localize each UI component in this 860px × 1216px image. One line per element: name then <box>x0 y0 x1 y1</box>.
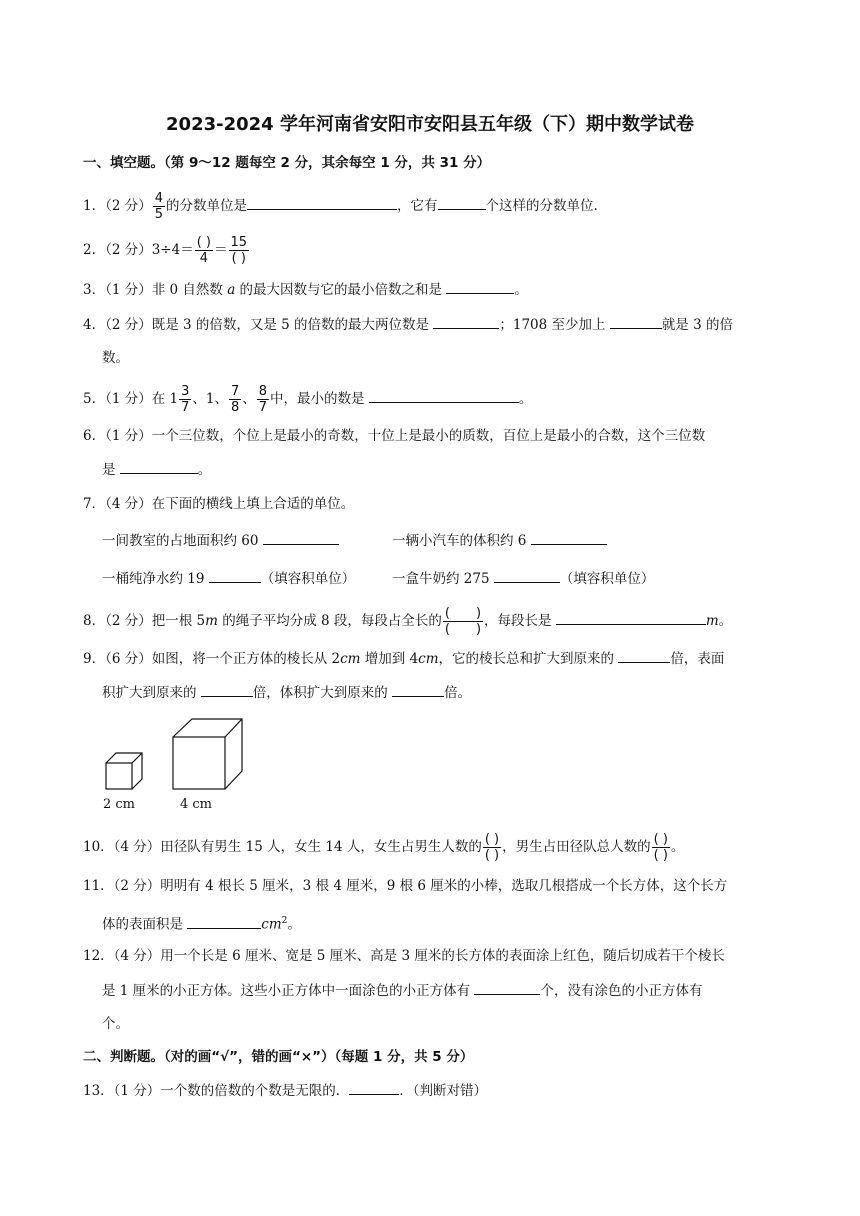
question-12-cont2: 个。 <box>102 1016 129 1032</box>
question-13: 13．（1 分）一个数的倍数的个数是无限的． ．（判断对错） <box>83 1080 487 1101</box>
answer-blank[interactable] <box>263 530 339 545</box>
question-8: 8．（2 分）把一根 5m 的绳子平均分成 8 段，每段占全长的 $\frac{( )}{( )}$ ，每段长是 m。 <box>83 606 733 637</box>
answer-blank[interactable] <box>369 388 519 403</box>
answer-blank[interactable] <box>209 568 261 583</box>
question-4: 4．（2 分）既是 3 的倍数，又是 5 的倍数的最大两位数是 ；1708 至少加上 就是 3 的倍 <box>83 314 733 335</box>
fraction: $\frac{4}{5}$ <box>154 191 164 222</box>
answer-blank[interactable] <box>247 195 397 210</box>
page-title: 2023-2024 学年河南省安阳市安阳县五年级（下）期中数学试卷 <box>166 114 694 135</box>
question-7-row1-left: 一间教室的占地面积约 60 <box>102 530 339 551</box>
section-2-heading: 二、判断题。（对的画“√”，错的画“×”）（每题 1 分，共 5 分） <box>83 1049 474 1065</box>
answer-blank[interactable] <box>201 682 253 697</box>
answer-blank[interactable] <box>474 980 540 995</box>
large-cube <box>173 719 242 789</box>
answer-blank[interactable] <box>618 648 670 663</box>
answer-blank[interactable] <box>187 914 261 929</box>
question-10: 10．（4 分）田径队有男生 15 人，女生 14 人，女生占男生人数的 $\frac{( )}{( )}$ ，男生占田径队总人数的 $\frac{( )}{( )}$ 。 <box>83 832 685 863</box>
question-4-cont: 数。 <box>102 350 129 366</box>
question-7: 7．（4 分）在下面的横线上填上合适的单位。 <box>83 496 355 512</box>
section-1-heading: 一、填空题。（第 9～12 题每空 2 分，其余每空 1 分，共 31 分） <box>83 155 491 171</box>
question-6-cont: 是 。 <box>102 459 211 480</box>
question-7-row2-right: 一盒牛奶约 275 （填容积单位） <box>392 568 654 589</box>
question-11-cont: 体的表面积是 $cm^2$。 <box>102 911 301 935</box>
question-2: 2．（2 分）3÷4＝ $\frac{( )}{4}$ ＝ $\frac{15}{( )}$ <box>83 235 248 266</box>
answer-blank[interactable] <box>349 1080 399 1095</box>
answer-blank[interactable] <box>120 459 198 474</box>
question-9-cont: 积扩大到原来的 倍，体积扩大到原来的 倍。 <box>102 682 471 703</box>
question-5: 5．（1 分）在 1 $\frac{3}{7}$ 、1、 $\frac{7}{8}$ 、 $\frac{8}{7}$ 中，最小的数是 。 <box>83 384 533 415</box>
cubes-figure <box>100 715 260 795</box>
answer-blank[interactable] <box>556 610 706 625</box>
question-11: 11．（2 分）明明有 4 根长 5 厘米，3 根 4 厘米，9 根 6 厘米的小棒，选取几根搭成一个长方体，这个长方 <box>83 878 728 894</box>
answer-blank[interactable] <box>433 314 499 329</box>
answer-blank[interactable] <box>494 568 560 583</box>
small-cube-label: 2 cm <box>103 797 136 812</box>
question-12-cont: 是 1 厘米的小正方体。这些小正方体中一面涂色的小正方体有 个，没有涂色的小正方体有 <box>102 980 702 1001</box>
question-1: 1．（2 分） $\frac{4}{5}$ 的分数单位是 ，它有 个这样的分数单位. <box>83 191 598 222</box>
question-9: 9．（6 分）如图，将一个正方体的棱长从 2cm 增加到 4cm，它的棱长总和扩大到原来的 倍，表面 <box>83 648 724 669</box>
question-3: 3．（1 分）非 0 自然数 a 的最大因数与它的最小倍数之和是 。 <box>83 279 528 300</box>
answer-blank[interactable] <box>438 195 486 210</box>
large-cube-label: 4 cm <box>180 797 213 812</box>
small-cube <box>106 753 142 789</box>
answer-blank[interactable] <box>531 530 607 545</box>
answer-blank[interactable] <box>446 279 514 294</box>
question-12: 12．（4 分）用一个长是 6 厘米、宽是 5 厘米、高是 3 厘米的长方体的表面涂上红色，随后切成若干个棱长 <box>83 948 725 964</box>
question-7-row1-right: 一辆小汽车的体积约 6 <box>392 530 607 551</box>
answer-blank[interactable] <box>392 682 444 697</box>
question-6: 6．（1 分）一个三位数，个位上是最小的奇数，十位上是最小的质数，百位上是最小的合数，这个三位数 <box>83 428 706 444</box>
question-7-row2-left: 一桶纯净水约 19 （填容积单位） <box>102 568 355 589</box>
answer-blank[interactable] <box>610 314 662 329</box>
